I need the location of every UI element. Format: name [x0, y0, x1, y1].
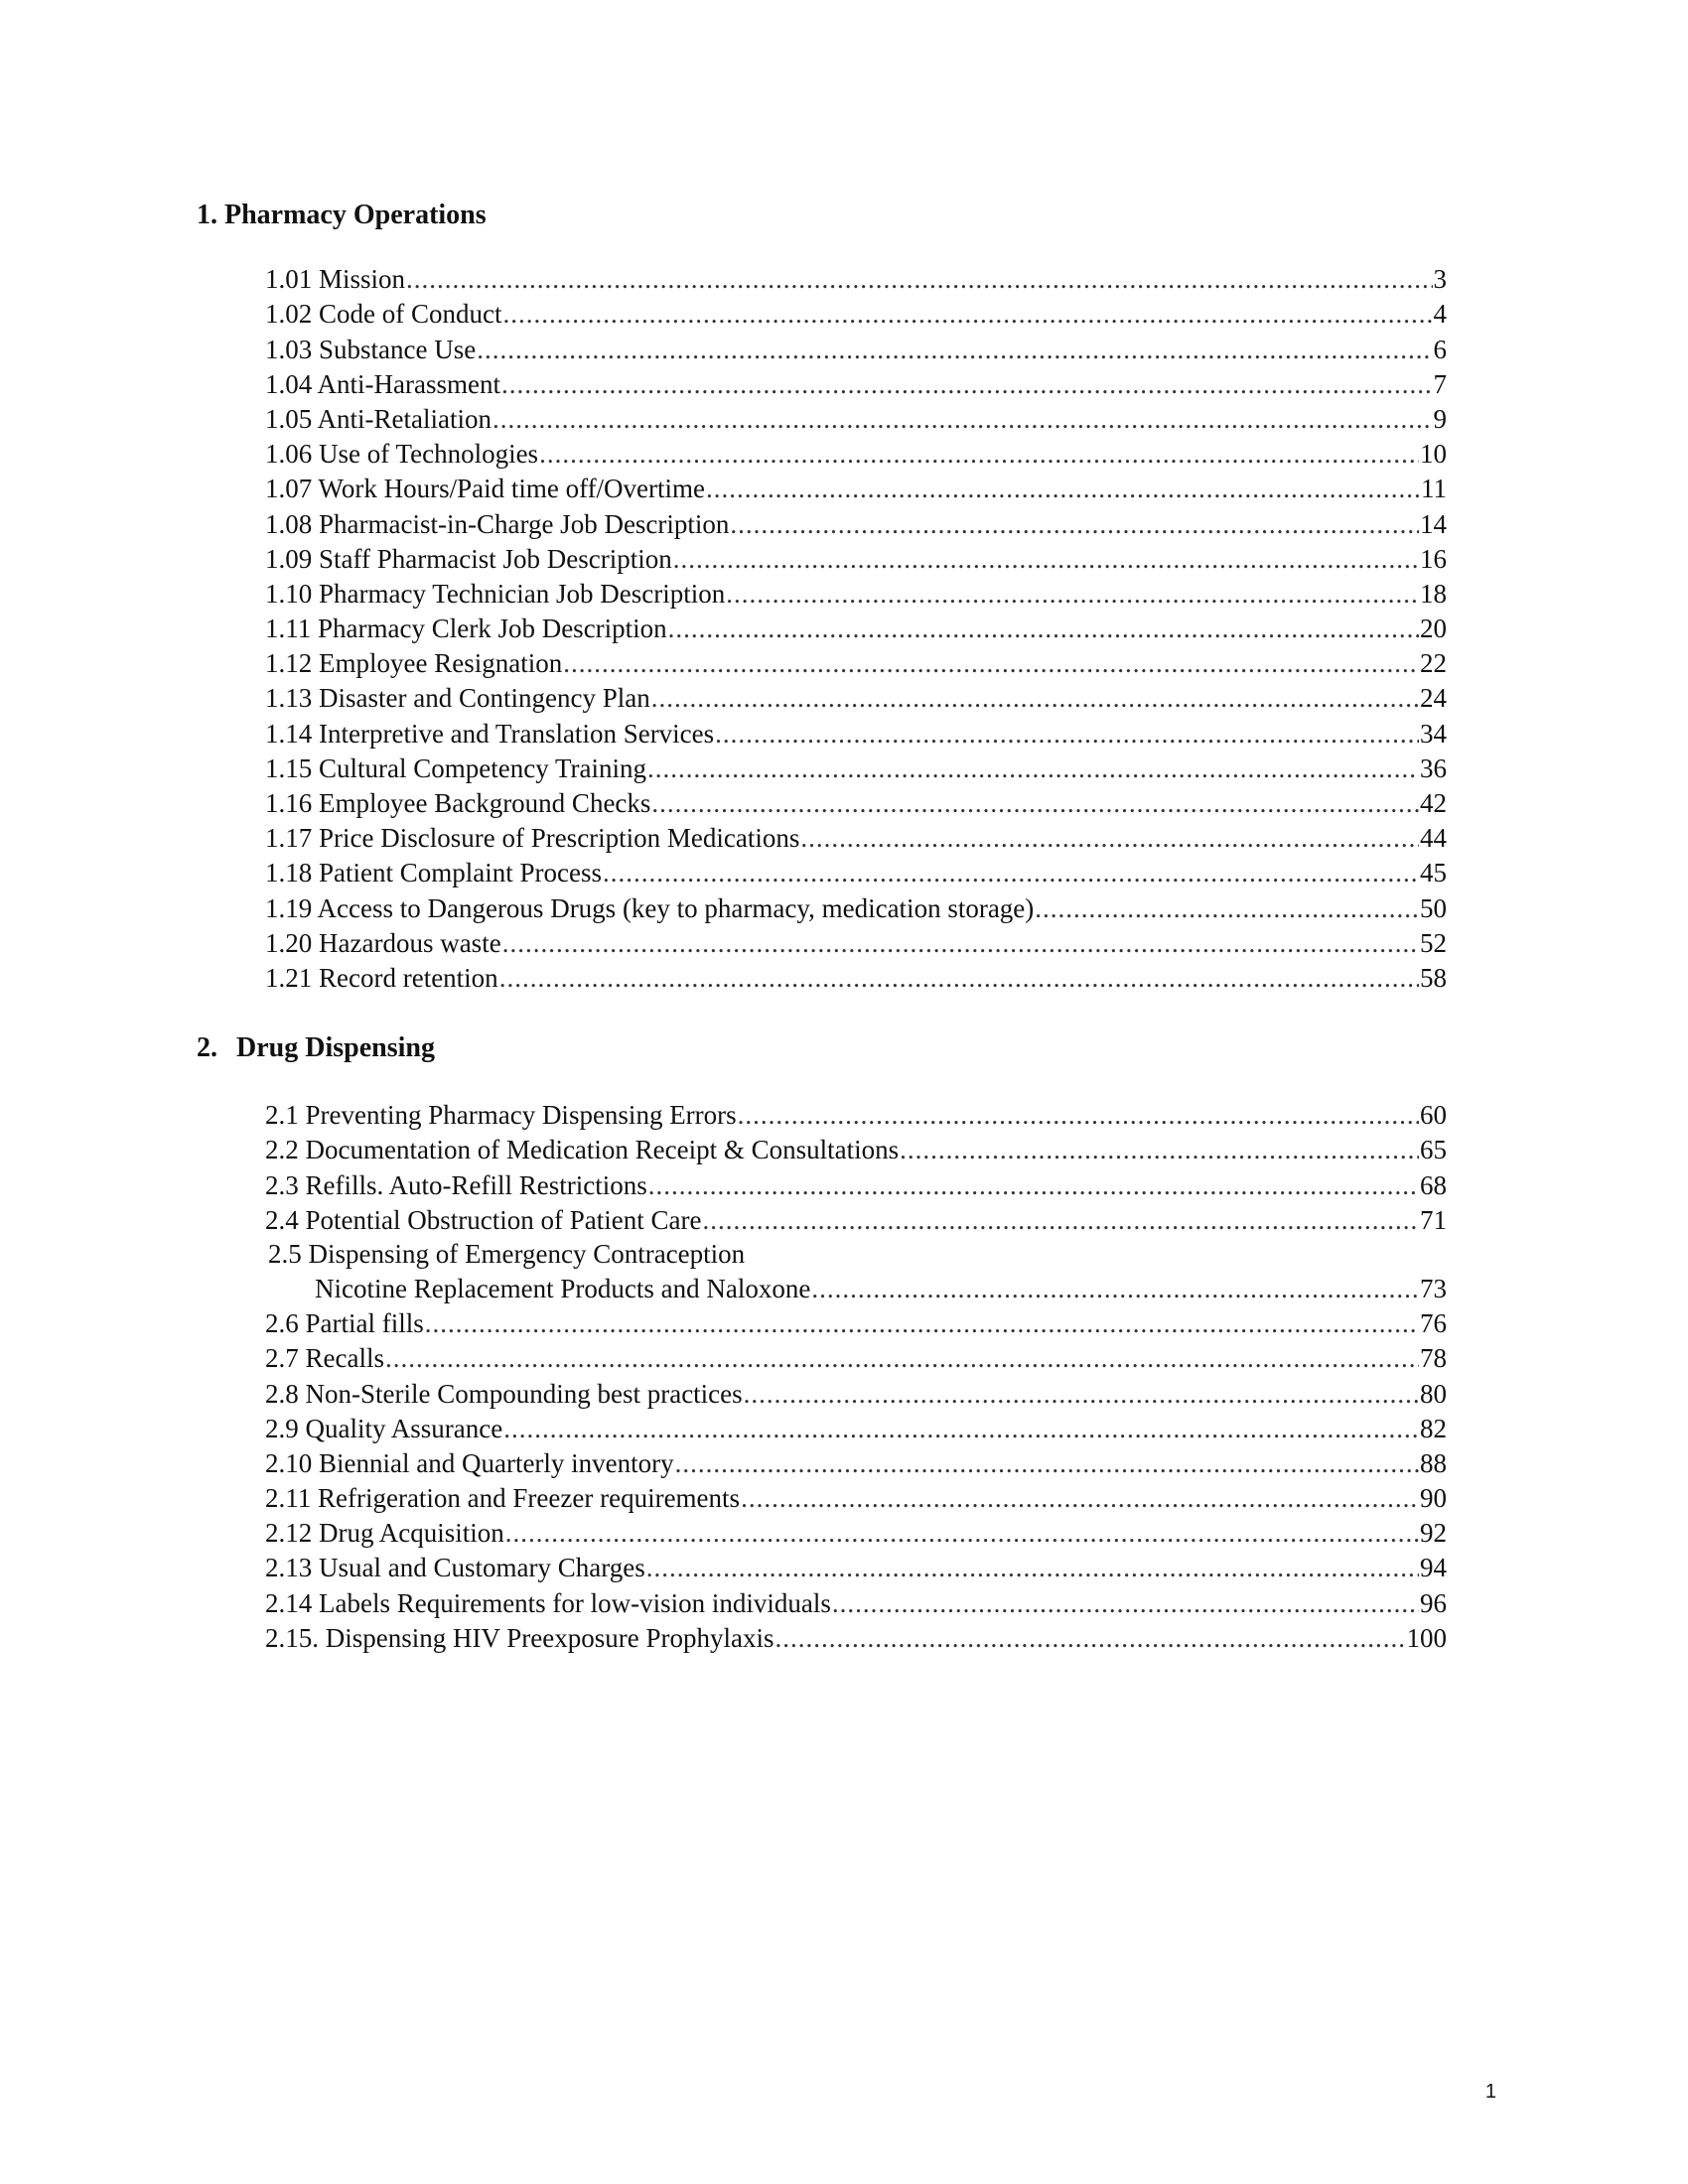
toc-entry-title: 1.04 Anti-Harassment [265, 368, 500, 399]
toc-entry-page: 6 [1433, 334, 1447, 364]
dot-leader [668, 613, 1419, 644]
toc-entry[interactable] [265, 1444, 1447, 1479]
toc-entry[interactable] [265, 365, 1447, 400]
toc-entry[interactable] [265, 924, 1447, 959]
toc-entry[interactable] [265, 1339, 1447, 1374]
toc-entry[interactable] [265, 470, 1447, 504]
toc-entry-title: 2.6 Partial fills [265, 1308, 424, 1339]
dot-leader [499, 962, 1419, 994]
toc-entry[interactable] [265, 784, 1447, 819]
toc-entry[interactable] [265, 1236, 1447, 1270]
toc-entry-title: 2.14 Labels Requirements for low-vision individuals [265, 1587, 831, 1618]
dot-leader [502, 298, 1432, 330]
toc-entry-title: 1.10 Pharmacy Technician Job Description [265, 578, 726, 609]
dot-leader [811, 1273, 1419, 1304]
toc-entry-page: 90 [1420, 1483, 1447, 1514]
dot-leader [832, 1587, 1419, 1619]
toc-entry-page: 18 [1420, 578, 1447, 609]
toc-entry-title: 1.17 Price Disclosure of Prescription Medications [265, 823, 800, 854]
dot-leader [477, 334, 1432, 365]
dot-leader [503, 1413, 1419, 1444]
toc-entry-page: 65 [1420, 1135, 1447, 1165]
toc-entry-page: 34 [1420, 718, 1447, 749]
toc-entry[interactable] [265, 1165, 1447, 1200]
section-title: Drug Dispensing [236, 1032, 435, 1063]
toc-entry-title: 2.15. Dispensing HIV Preexposure Prophylaxis [265, 1622, 774, 1653]
toc-entry-page: 14 [1420, 508, 1447, 539]
toc-entry-title: 1.11 Pharmacy Clerk Job Description [265, 614, 667, 644]
toc-entry[interactable] [265, 1549, 1447, 1583]
toc-entry-title: 1.13 Disaster and Contingency Plan [265, 683, 650, 714]
toc-entry-title: 1.20 Hazardous waste [265, 927, 501, 958]
toc-entry[interactable] [265, 854, 1447, 888]
toc-entry[interactable] [265, 888, 1447, 923]
dot-leader [651, 787, 1419, 819]
toc-entry-title: 1.02 Code of Conduct [265, 299, 502, 330]
toc-entry-title: 1.15 Cultural Competency Training [265, 752, 646, 783]
toc-entry-page: 44 [1420, 823, 1447, 854]
toc-entry-title: 1.16 Employee Background Checks [265, 788, 651, 818]
toc-entry-title: 1.03 Substance Use [265, 334, 477, 364]
toc-entry-title: 2.8 Non-Sterile Compounding best practices [265, 1378, 743, 1409]
section-number: 2. [197, 1032, 217, 1063]
dot-leader [647, 752, 1419, 784]
dot-leader [406, 263, 1432, 295]
toc-entry-page: 68 [1420, 1169, 1447, 1200]
toc-entry-title: 2.12 Drug Acquisition [265, 1518, 504, 1549]
section-heading-pharmacy-operations [197, 199, 487, 232]
toc-entry-page: 73 [1420, 1273, 1447, 1303]
toc-entry-title: 1.12 Employee Resignation [265, 648, 563, 679]
toc-entry-title: 2.10 Biennial and Quarterly inventory [265, 1447, 674, 1478]
toc-entry[interactable] [265, 575, 1447, 610]
dot-leader [492, 403, 1433, 435]
toc-entry[interactable] [265, 295, 1447, 330]
toc-entry-page: 78 [1420, 1343, 1447, 1374]
toc-entry-page: 3 [1433, 264, 1447, 295]
toc-entry[interactable] [265, 260, 1447, 295]
dot-leader [502, 927, 1419, 959]
dot-leader [646, 1552, 1419, 1583]
toc-entry[interactable] [265, 679, 1447, 714]
dot-leader [425, 1307, 1419, 1339]
toc-entry[interactable] [265, 330, 1447, 364]
toc-entry-title: 1.05 Anti-Retaliation [265, 403, 492, 434]
dot-leader [539, 438, 1419, 470]
dot-leader [505, 1517, 1419, 1549]
toc-entry-title: 1.07 Work Hours/Paid time off/Overtime [265, 474, 706, 504]
dot-leader [726, 578, 1419, 610]
toc-entry-page: 52 [1420, 927, 1447, 958]
toc-entry-page: 88 [1420, 1447, 1447, 1478]
section-number: 1. [197, 200, 217, 230]
toc-entry-title: 2.3 Refills. Auto-Refill Restrictions [265, 1169, 647, 1200]
toc-entry[interactable] [265, 1374, 1447, 1409]
toc-entry-title: 1.01 Mission [265, 264, 406, 295]
dot-leader [673, 543, 1419, 575]
toc-entry[interactable] [265, 1583, 1447, 1618]
toc-entry[interactable] [265, 750, 1447, 784]
toc-list-pharmacy-operations [265, 260, 1447, 994]
toc-entry[interactable] [265, 540, 1447, 575]
dot-leader [706, 473, 1420, 504]
dot-leader [675, 1447, 1419, 1479]
toc-entry-page: 20 [1420, 614, 1447, 644]
toc-entry-title: 2.5 Dispensing of Emergency Contraception [268, 1238, 746, 1269]
toc-entry[interactable] [265, 1131, 1447, 1165]
section-heading-drug-dispensing [197, 1031, 435, 1065]
toc-entry-title: 1.09 Staff Pharmacist Job Description [265, 543, 672, 574]
toc-entry[interactable] [265, 1479, 1447, 1514]
toc-entry-page: 22 [1420, 648, 1447, 679]
toc-entry-page: 58 [1420, 962, 1447, 993]
dot-leader [741, 1482, 1419, 1514]
toc-entry-title: 2.4 Potential Obstruction of Patient Care [265, 1204, 702, 1235]
toc-entry-title: 1.08 Pharmacist-in-Charge Job Description [265, 508, 730, 539]
toc-entry[interactable] [265, 435, 1447, 470]
toc-entry[interactable] [265, 1201, 1447, 1236]
toc-entry[interactable] [265, 959, 1447, 994]
toc-entry[interactable] [265, 644, 1447, 679]
toc-entry-page: 92 [1420, 1518, 1447, 1549]
toc-entry-page: 10 [1420, 439, 1447, 470]
dot-leader [900, 1134, 1419, 1165]
section-title: Pharmacy Operations [224, 200, 487, 230]
toc-entry-page: 24 [1420, 683, 1447, 714]
toc-entry-page: 100 [1406, 1622, 1447, 1653]
dot-leader [651, 682, 1419, 714]
toc-entry-page: 82 [1420, 1413, 1447, 1443]
toc-entry-title: 1.18 Patient Complaint Process [265, 858, 602, 888]
toc-entry[interactable] [265, 1619, 1447, 1654]
dot-leader [501, 368, 1433, 400]
dot-leader [563, 647, 1419, 679]
toc-entry-page: 16 [1420, 543, 1447, 574]
toc-entry-continuation[interactable] [265, 1270, 1447, 1304]
toc-entry-page: 60 [1420, 1100, 1447, 1131]
toc-entry-title: 2.1 Preventing Pharmacy Dispensing Errors [265, 1100, 737, 1131]
toc-entry-page: 71 [1420, 1204, 1447, 1235]
dot-leader [715, 718, 1419, 750]
toc-entry-title: 1.19 Access to Dangerous Drugs (key to pharmacy, medication storage) [265, 892, 1035, 923]
toc-entry-page: 94 [1420, 1553, 1447, 1583]
dot-leader [648, 1169, 1419, 1201]
dot-leader [800, 822, 1419, 854]
toc-entry-title-continuation: Nicotine Replacement Products and Naloxone [315, 1273, 811, 1303]
page-number: 1 [1484, 2081, 1496, 2103]
toc-entry[interactable] [265, 1410, 1447, 1444]
dot-leader [702, 1204, 1419, 1236]
toc-entry-page: 4 [1433, 299, 1447, 330]
toc-entry-page: 36 [1420, 752, 1447, 783]
toc-entry[interactable] [265, 610, 1447, 644]
toc-entry-page: 9 [1433, 403, 1447, 434]
dot-leader [1035, 892, 1419, 924]
dot-leader [738, 1099, 1419, 1131]
toc-entry[interactable] [265, 504, 1447, 539]
toc-entry-title: 2.11 Refrigeration and Freezer requirements [265, 1483, 741, 1514]
toc-entry-page: 96 [1420, 1587, 1447, 1618]
toc-entry[interactable] [265, 400, 1447, 435]
toc-list-drug-dispensing [265, 1096, 1447, 1654]
toc-entry-page: 11 [1421, 474, 1447, 504]
toc-entry-title: 1.06 Use of Technologies [265, 439, 539, 470]
toc-entry[interactable] [265, 819, 1447, 854]
toc-entry[interactable] [265, 714, 1447, 749]
toc-entry-title: 1.14 Interpretive and Translation Services [265, 718, 715, 749]
toc-entry-page: 45 [1420, 858, 1447, 888]
dot-leader [603, 857, 1419, 888]
toc-entry[interactable] [265, 1096, 1447, 1131]
toc-entry-page: 50 [1420, 892, 1447, 923]
toc-entry-page: 76 [1420, 1308, 1447, 1339]
dot-leader [385, 1342, 1419, 1374]
toc-entry-title: 2.13 Usual and Customary Charges [265, 1553, 645, 1583]
toc-entry-page: 42 [1420, 788, 1447, 818]
dot-leader [774, 1622, 1405, 1654]
toc-entry-title: 2.7 Recalls [265, 1343, 384, 1374]
dot-leader [730, 508, 1419, 540]
toc-entry[interactable] [265, 1304, 1447, 1339]
toc-entry-title: 2.9 Quality Assurance [265, 1413, 503, 1443]
toc-entry-page: 80 [1420, 1378, 1447, 1409]
toc-entry[interactable] [265, 1514, 1447, 1549]
toc-entry-page: 7 [1433, 368, 1447, 399]
toc-entry-title: 2.2 Documentation of Medication Receipt & Consultations [265, 1135, 900, 1165]
toc-entry-title: 1.21 Record retention [265, 962, 498, 993]
dot-leader [744, 1378, 1419, 1410]
